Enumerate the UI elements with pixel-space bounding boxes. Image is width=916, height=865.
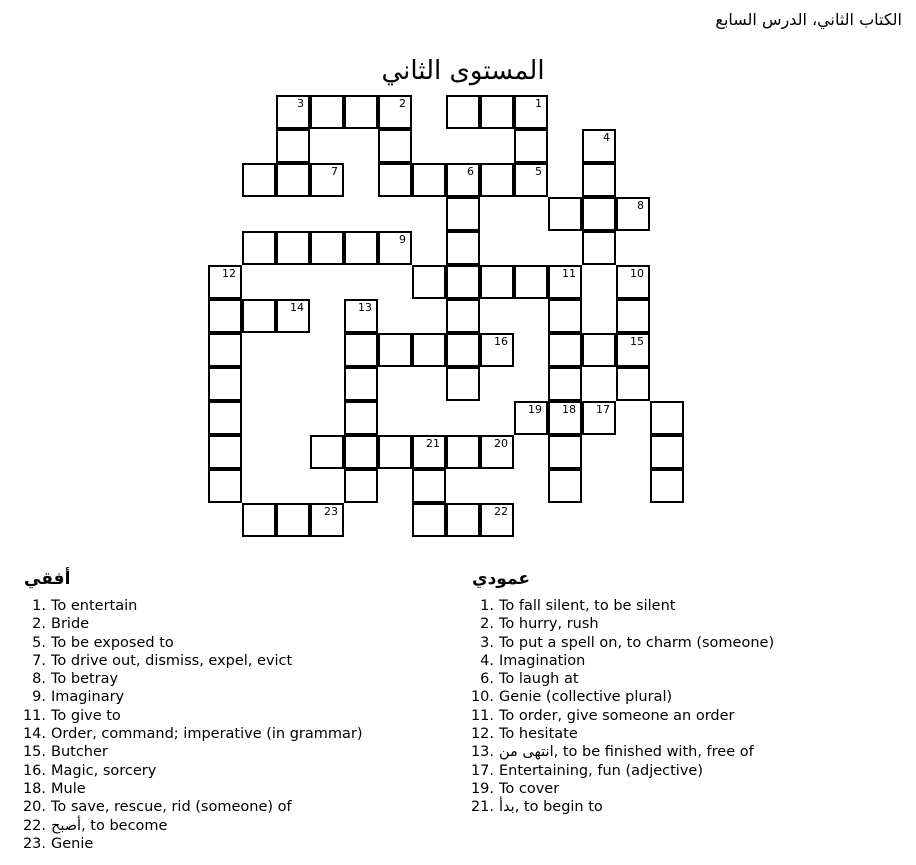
clue-text: To order, give someone an order <box>499 707 735 724</box>
grid-cell[interactable] <box>208 401 242 435</box>
grid-cell[interactable] <box>446 95 480 129</box>
grid-cell[interactable] <box>480 503 514 537</box>
grid-cell[interactable] <box>650 401 684 435</box>
grid-cell[interactable] <box>548 435 582 469</box>
grid-cell[interactable] <box>242 163 276 197</box>
down-clue <box>470 615 774 633</box>
clue-number: 14 <box>290 301 304 314</box>
clue-index: 2. <box>32 616 46 633</box>
grid-cell[interactable] <box>548 333 582 367</box>
across-clue <box>22 615 363 633</box>
grid-cell[interactable] <box>616 367 650 401</box>
down-clue-list <box>470 597 774 817</box>
across-clue <box>22 762 363 780</box>
clue-number: 7 <box>331 165 338 178</box>
header-note: الكتاب الثاني، الدرس السابع <box>715 10 902 29</box>
grid-cell[interactable] <box>378 231 412 265</box>
grid-cell[interactable] <box>412 435 446 469</box>
grid-cell[interactable] <box>378 333 412 367</box>
grid-cell[interactable] <box>310 435 344 469</box>
clue-text: To hesitate <box>499 726 578 743</box>
clue-text: Genie (collective plural) <box>499 689 673 706</box>
grid-cell[interactable] <box>446 163 480 197</box>
grid-cell[interactable] <box>616 299 650 333</box>
grid-cell[interactable] <box>446 367 480 401</box>
grid-cell[interactable] <box>378 163 412 197</box>
grid-cell[interactable] <box>310 231 344 265</box>
clue-text: To give to <box>51 707 121 724</box>
clue-number: 21 <box>426 437 440 450</box>
grid-cell[interactable] <box>412 503 446 537</box>
grid-cell[interactable] <box>276 299 310 333</box>
clue-text: To be exposed to <box>51 634 174 651</box>
clue-text: Butcher <box>51 744 108 761</box>
grid-cell[interactable] <box>548 299 582 333</box>
grid-cell[interactable] <box>616 333 650 367</box>
across-clue <box>22 743 363 761</box>
grid-cell[interactable] <box>446 333 480 367</box>
grid-cell[interactable] <box>514 129 548 163</box>
grid-cell[interactable] <box>548 265 582 299</box>
across-clue <box>22 707 363 725</box>
clue-index: 22. <box>22 817 46 834</box>
grid-cell[interactable] <box>548 401 582 435</box>
clue-number: 18 <box>562 403 576 416</box>
grid-cell[interactable] <box>208 299 242 333</box>
clue-number: 3 <box>297 97 304 110</box>
grid-cell[interactable] <box>650 469 684 503</box>
grid-cell[interactable] <box>582 333 616 367</box>
across-clue <box>22 798 363 816</box>
grid-cell[interactable] <box>344 367 378 401</box>
grid-cell[interactable] <box>276 231 310 265</box>
clue-number: 1 <box>535 97 542 110</box>
grid-cell[interactable] <box>514 163 548 197</box>
clue-index: 1. <box>480 598 494 614</box>
clue-index: 21. <box>470 799 494 816</box>
clue-index: 20. <box>22 799 46 816</box>
across-clue <box>22 835 363 853</box>
clue-text: Magic, sorcery <box>51 762 157 779</box>
clue-text: To put a spell on, to charm (someone) <box>499 634 775 651</box>
clue-text: انتهى من, to be finished with, free of <box>499 744 754 761</box>
clue-number: 5 <box>535 165 542 178</box>
grid-cell[interactable] <box>412 163 446 197</box>
down-clue <box>470 634 774 652</box>
grid-cell[interactable] <box>412 333 446 367</box>
grid-cell[interactable] <box>446 503 480 537</box>
clue-index: 6. <box>480 671 494 688</box>
across-clue <box>22 670 363 688</box>
clue-text: To fall silent, to be silent <box>499 598 676 614</box>
clue-text: بدأ, to begin to <box>499 799 603 816</box>
grid-cell[interactable] <box>276 503 310 537</box>
across-clue <box>22 817 363 835</box>
clue-text: To betray <box>51 671 119 688</box>
clue-index: 10. <box>470 689 494 706</box>
clue-index: 17. <box>470 762 494 779</box>
down-clue <box>470 725 774 743</box>
grid-cell[interactable] <box>480 333 514 367</box>
down-clue <box>470 597 774 615</box>
down-clue <box>470 743 774 761</box>
grid-cell[interactable] <box>480 435 514 469</box>
clue-index: 8. <box>32 671 46 688</box>
clue-text: Genie <box>51 835 94 852</box>
across-clue-list <box>22 597 363 853</box>
grid-cell[interactable] <box>208 367 242 401</box>
clue-index: 15. <box>22 744 46 761</box>
grid-cell[interactable] <box>412 469 446 503</box>
clue-index: 13. <box>470 744 494 761</box>
grid-cell[interactable] <box>344 231 378 265</box>
grid-cell[interactable] <box>480 95 514 129</box>
clue-text: Order, command; imperative (in grammar) <box>51 726 363 743</box>
grid-cell[interactable] <box>514 401 548 435</box>
across-clue <box>22 725 363 743</box>
across-heading: أفقي <box>24 569 71 589</box>
clue-text: To drive out, dismiss, expel, evict <box>51 652 293 669</box>
clue-number: 8 <box>637 199 644 212</box>
clue-index: 16. <box>22 762 46 779</box>
clue-index: 1. <box>32 598 46 614</box>
down-clue <box>470 670 774 688</box>
grid-cell[interactable] <box>446 435 480 469</box>
grid-cell[interactable] <box>378 435 412 469</box>
across-clue <box>22 634 363 652</box>
clue-text: To cover <box>499 780 560 797</box>
clue-text: Imaginary <box>51 689 125 706</box>
clue-number: 13 <box>358 301 372 314</box>
grid-cell[interactable] <box>514 265 548 299</box>
grid-cell[interactable] <box>582 129 616 163</box>
clue-text: أصبح, to become <box>51 817 168 834</box>
clue-number: 9 <box>399 233 406 246</box>
clue-index: 11. <box>22 707 46 724</box>
grid-cell[interactable] <box>582 401 616 435</box>
grid-cell[interactable] <box>242 299 276 333</box>
clue-text: Entertaining, fun (adjective) <box>499 762 703 779</box>
clue-number: 16 <box>494 335 508 348</box>
clue-index: 12. <box>470 726 494 743</box>
down-clue <box>470 798 774 816</box>
clue-index: 5. <box>32 634 46 651</box>
grid-cell[interactable] <box>378 95 412 129</box>
down-clue <box>470 762 774 780</box>
clue-number: 10 <box>630 267 644 280</box>
grid-cell[interactable] <box>582 197 616 231</box>
clue-index: 23. <box>22 835 46 852</box>
grid-cell[interactable] <box>276 163 310 197</box>
clue-text: Imagination <box>499 652 586 669</box>
grid-cell[interactable] <box>208 469 242 503</box>
grid-cell[interactable] <box>242 503 276 537</box>
grid-cell[interactable] <box>242 231 276 265</box>
grid-cell[interactable] <box>446 265 480 299</box>
clue-number: 19 <box>528 403 542 416</box>
clue-number: 11 <box>562 267 576 280</box>
clue-index: 2. <box>480 616 494 633</box>
grid-cell[interactable] <box>276 95 310 129</box>
clue-index: 18. <box>22 780 46 797</box>
page-title: المستوى الثاني <box>381 56 545 86</box>
clue-index: 7. <box>32 652 46 669</box>
across-clue <box>22 597 363 615</box>
clue-index: 4. <box>480 652 494 669</box>
grid-cell[interactable] <box>344 401 378 435</box>
grid-cell[interactable] <box>310 163 344 197</box>
clue-number: 15 <box>630 335 644 348</box>
clue-number: 6 <box>467 165 474 178</box>
clue-index: 11. <box>470 707 494 724</box>
grid-cell[interactable] <box>446 197 480 231</box>
clue-text: Bride <box>51 616 90 633</box>
clue-index: 14. <box>22 726 46 743</box>
clue-number: 12 <box>222 267 236 280</box>
across-clue <box>22 688 363 706</box>
grid-cell[interactable] <box>480 163 514 197</box>
grid-cell[interactable] <box>650 435 684 469</box>
clue-text: Mule <box>51 780 86 797</box>
grid-cell[interactable] <box>446 231 480 265</box>
clue-number: 22 <box>494 505 508 518</box>
down-clue <box>470 707 774 725</box>
grid-cell[interactable] <box>344 299 378 333</box>
grid-cell[interactable] <box>344 95 378 129</box>
down-heading: عمودي <box>472 569 530 589</box>
grid-cell[interactable] <box>548 197 582 231</box>
grid-cell[interactable] <box>412 265 446 299</box>
grid-cell[interactable] <box>514 95 548 129</box>
grid-cell[interactable] <box>208 435 242 469</box>
grid-cell[interactable] <box>276 129 310 163</box>
clue-text: To entertain <box>51 598 138 614</box>
grid-cell[interactable] <box>548 469 582 503</box>
across-clue <box>22 780 363 798</box>
grid-cell[interactable] <box>446 299 480 333</box>
down-clue <box>470 780 774 798</box>
grid-cell[interactable] <box>310 503 344 537</box>
clue-number: 17 <box>596 403 610 416</box>
clue-text: To laugh at <box>499 671 579 688</box>
grid-cell[interactable] <box>616 197 650 231</box>
grid-cell[interactable] <box>480 265 514 299</box>
grid-cell[interactable] <box>344 333 378 367</box>
grid-cell[interactable] <box>548 367 582 401</box>
grid-cell[interactable] <box>616 265 650 299</box>
clue-index: 3. <box>480 634 494 651</box>
grid-cell[interactable] <box>344 435 378 469</box>
grid-cell[interactable] <box>344 469 378 503</box>
grid-cell[interactable] <box>582 231 616 265</box>
clue-index: 19. <box>470 780 494 797</box>
clue-number: 4 <box>603 131 610 144</box>
clue-text: To hurry, rush <box>499 616 599 633</box>
grid-cell[interactable] <box>582 163 616 197</box>
grid-cell[interactable] <box>208 265 242 299</box>
grid-cell[interactable] <box>310 95 344 129</box>
clue-number: 23 <box>324 505 338 518</box>
grid-cell[interactable] <box>208 333 242 367</box>
down-clue <box>470 688 774 706</box>
clue-index: 9. <box>32 689 46 706</box>
clue-number: 20 <box>494 437 508 450</box>
across-clue <box>22 652 363 670</box>
clue-number: 2 <box>399 97 406 110</box>
clue-text: To save, rescue, rid (someone) of <box>51 799 292 816</box>
down-clue <box>470 652 774 670</box>
grid-cell[interactable] <box>378 129 412 163</box>
